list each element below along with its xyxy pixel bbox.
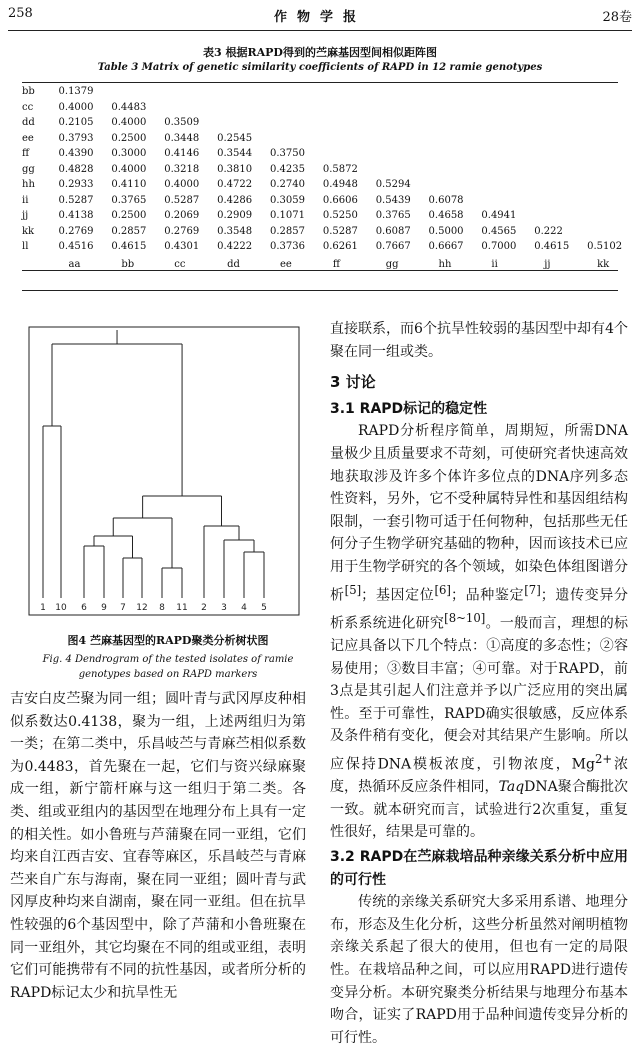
- table-cell: [481, 100, 534, 116]
- table-cell: 0.4516: [58, 241, 94, 253]
- table-cell: 0.2500: [111, 132, 147, 144]
- table-cell: 0.5439: [375, 194, 411, 206]
- table-cell: 0.2105: [58, 117, 94, 129]
- table-cell: 0.4941: [481, 210, 517, 222]
- table-row: [22, 146, 640, 162]
- column-label: ii: [491, 258, 498, 270]
- table-cell: 0.4948: [322, 179, 358, 191]
- table-cell: 0.4222: [217, 241, 253, 253]
- table-row: [22, 100, 640, 116]
- page-number: 258: [8, 6, 33, 21]
- left-column-text: [10, 688, 306, 1004]
- table-cell: [270, 100, 323, 116]
- column-label: hh: [438, 258, 452, 270]
- reference-7: [7]: [524, 582, 541, 597]
- table-cell: 0.2545: [217, 132, 253, 144]
- table-cell: 0.4000: [58, 101, 94, 113]
- dendrogram-leaf-labels: [40, 603, 267, 613]
- table-cell: [534, 84, 587, 100]
- table-cell: 0.5287: [58, 194, 94, 206]
- table-cell: [376, 131, 429, 147]
- table-cell: 0.5102: [587, 241, 623, 253]
- reference-5: [5]: [344, 582, 362, 597]
- table-cell: 0.3448: [164, 132, 200, 144]
- text-run: ；遗传变异分析系系统进化研究: [330, 587, 629, 632]
- table-cell: [376, 162, 429, 178]
- table-cell: [429, 100, 482, 116]
- superscript-2plus: 2+: [594, 752, 613, 766]
- table-cell: [323, 100, 376, 116]
- table-cell: [587, 162, 640, 178]
- table-cell: 0.3218: [164, 163, 200, 175]
- table-row: [22, 239, 640, 255]
- table-cell: [587, 224, 640, 240]
- column-label: jj: [544, 258, 551, 270]
- column-label: bb: [121, 258, 135, 270]
- table-cell: [481, 131, 534, 147]
- table-bottom-rule-2: [22, 290, 618, 291]
- table-cell: 0.3765: [375, 210, 411, 222]
- table-cell: [376, 100, 429, 116]
- table-cell: 0.2069: [164, 210, 200, 222]
- column-label: ff: [332, 258, 340, 270]
- table-cell: 0.6078: [428, 194, 464, 206]
- table-cell: 0.2740: [269, 179, 305, 191]
- table-caption-en: Table 3 Matrix of genetic similarity coefficients of RAPD in 12 ramie genotypes: [97, 62, 543, 73]
- table-cell: 0.2769: [164, 225, 200, 237]
- table-cell: 0.4235: [269, 163, 305, 175]
- table-cell: [481, 84, 534, 100]
- row-label: ll: [22, 241, 29, 253]
- table-caption-cn: 表3 根据RAPD得到的苎麻基因型间相似距阵图: [203, 46, 437, 59]
- table-cell: 0.3544: [217, 148, 253, 160]
- table-cell: [270, 84, 323, 100]
- column-label: cc: [174, 258, 186, 270]
- table-cell: [587, 193, 640, 209]
- taq-italic: Taq: [498, 779, 525, 796]
- table-cell: 0.5287: [322, 225, 358, 237]
- table-cell: 0.4000: [111, 163, 147, 175]
- table-cell: 0.2909: [217, 210, 253, 222]
- table-cell: [429, 162, 482, 178]
- figure-caption-en-line2: genotypes based on RAPD markers: [78, 669, 258, 680]
- table-cell: 0.3750: [269, 148, 305, 160]
- leaf-label: 11: [176, 603, 188, 613]
- row-label: kk: [22, 225, 35, 237]
- subsection-heading-3-1: 3.1 RAPD标记的稳定性: [330, 400, 488, 417]
- table-cell: [534, 177, 587, 193]
- row-label: gg: [22, 163, 35, 175]
- table-cell: 0.3810: [217, 163, 253, 175]
- table-cell: [429, 131, 482, 147]
- section-heading-discussion: 3 讨论: [330, 373, 376, 392]
- table-cell: [429, 146, 482, 162]
- table-cell: 0.3736: [269, 241, 305, 253]
- dendrogram-branches: [29, 327, 299, 615]
- table-cell: [429, 115, 482, 131]
- table-cell: [534, 208, 587, 224]
- table-cell: [481, 162, 534, 178]
- table-row: [22, 115, 640, 131]
- table-cell: 0.4000: [164, 179, 200, 191]
- table-cell: 0.2933: [58, 179, 94, 191]
- subsection-heading-3-2: 3.2 RAPD在苎麻栽培品种亲缘关系分析中应用的可行性: [330, 849, 628, 888]
- leaf-label: 4: [241, 603, 247, 613]
- text-run: ；基因定位: [361, 587, 435, 604]
- table-cell: 0.2769: [58, 225, 94, 237]
- table-cell: [429, 84, 482, 100]
- column-label: aa: [68, 258, 81, 270]
- header-rule: [8, 30, 632, 31]
- text-run: RAPD分析程序简单，周期短，所需DNA量极少且质量要求不苛刻，可使研究者快速高效地获取涉及许多个体许多位点的DNA序列多态性资料，另外，它不受种属特异性和基因组结构限制，一套引物可适于任何物种，包括那些无任何分子生物学研究基础的物种，因而该技术已应用于生物学研究的各个领域，如染色体组图谱分析: [330, 423, 628, 604]
- column-label: gg: [385, 258, 399, 270]
- column-label: dd: [227, 258, 240, 270]
- leaf-label: 5: [261, 603, 267, 613]
- table-cell: 0.5250: [322, 210, 358, 222]
- table-row: [22, 177, 640, 193]
- table-cell: 0.6606: [322, 194, 358, 206]
- table-cell: 0.4301: [164, 241, 200, 253]
- table-cell: 0.3793: [58, 132, 94, 144]
- table-cell: 0.3548: [217, 225, 253, 237]
- table-cell: [587, 115, 640, 131]
- table-cell: 0.5294: [375, 179, 411, 191]
- leaf-label: 7: [120, 603, 126, 613]
- dendrogram-figure: [28, 326, 300, 616]
- table-cell: [164, 100, 217, 116]
- table-cell: [481, 146, 534, 162]
- table-cell: 0.6087: [375, 225, 411, 237]
- table-row: [22, 162, 640, 178]
- table-cell: 0.7000: [481, 241, 517, 253]
- leaf-label: 12: [136, 603, 148, 613]
- column-label: kk: [597, 258, 610, 270]
- row-label: ii: [22, 194, 29, 206]
- table-cell: [270, 115, 323, 131]
- table-cell: [217, 115, 270, 131]
- figure-frame: [29, 327, 299, 615]
- table-cell: 0.6667: [428, 241, 464, 253]
- table-cell: [587, 100, 640, 116]
- table-bottom-rule-1: [22, 270, 618, 271]
- table-cell: 0.4110: [111, 179, 147, 191]
- table-row: [22, 131, 640, 147]
- table-cell: [587, 177, 640, 193]
- figure-caption-en: [28, 652, 308, 682]
- leaf-label: 3: [221, 603, 227, 613]
- reference-8-10: [8~10]: [444, 610, 486, 625]
- table-cell: 0.5872: [322, 163, 358, 175]
- table-cell: [376, 146, 429, 162]
- running-header: [8, 6, 632, 30]
- leaf-label: 9: [101, 603, 107, 613]
- table-row: [22, 84, 640, 100]
- table-cell: 0.4828: [58, 163, 94, 175]
- leaf-label: 10: [55, 603, 67, 613]
- table-cell: 0.4000: [111, 117, 147, 129]
- table-cell: [429, 177, 482, 193]
- table-cell: [217, 100, 270, 116]
- left-paragraph: 吉安白皮苎聚为同一组；圆叶青与武冈厚皮种相似系数达0.4138，聚为一组，上述两组归为第一类；在第二类中，乐昌岐苎与青麻苎相似系数为0.4483，首先聚在一起，它们与资兴绿麻聚成一组，新宁箭杆麻与这一组归于第二类。各类、组或亚组内的基因型在地理分布上具有一定的相关性。如小鲁班与芦蒲聚在同一亚组，它们均来自江西吉安、宜春等麻区，乐昌岐苎与青麻苎来自广东与海南，聚在同一亚组；圆叶青与武冈厚皮种均来自湖南，聚在同一亚组。但在抗旱性较强的6个基因型中，除了芦蒲和小鲁班聚在同一亚组外，其它均聚在不同的组或亚组，表明它们可能携带有不同的抗性基因，或者所分析的RAPD标记太少和抗旱性无: [10, 691, 306, 1001]
- table-cell: 0.1071: [269, 210, 305, 222]
- table-cell: 0.5287: [164, 194, 200, 206]
- table-cell: [534, 115, 587, 131]
- leaf-label: 2: [201, 603, 207, 613]
- table-cell: 0.4658: [428, 210, 464, 222]
- table-cell: 0.6261: [322, 241, 358, 253]
- figure-caption-cn: 图4 苎麻基因型的RAPD聚类分析树状图: [67, 634, 269, 647]
- table-cell: [270, 131, 323, 147]
- row-label: cc: [22, 101, 34, 113]
- table-cell: [111, 84, 164, 100]
- table-cell: [323, 131, 376, 147]
- table-cell: [323, 115, 376, 131]
- column-label: ee: [279, 258, 292, 270]
- similarity-matrix-table: [22, 84, 640, 272]
- table-top-rule: [22, 82, 618, 83]
- table-cell: [534, 193, 587, 209]
- table-cell: [481, 115, 534, 131]
- paragraph-rapd-feasibility: 传统的亲缘关系研究大多采用系谱、地理分布，形态及生化分析，这些分析虽然对阐明植物亲缘关系起了很大的使用，但也有一定的局限性。在栽培品种之间，可以应用RAPD进行遗传变异分析。本研究聚类分析结果与地理分布基本吻合，证实了RAPD用于品种间遗传变异分析的可行性。: [330, 894, 628, 1046]
- row-label: jj: [22, 210, 29, 222]
- table-cell: 0.4286: [217, 194, 253, 206]
- table-row: [22, 224, 640, 240]
- text-run: ；品种鉴定: [450, 587, 525, 604]
- volume-label: 28卷: [602, 10, 632, 25]
- table-cell: [323, 84, 376, 100]
- reference-6: [6]: [434, 582, 451, 597]
- table-cell: 0.3000: [111, 148, 147, 160]
- table-cell: [534, 131, 587, 147]
- table-cell: 0.4138: [58, 210, 94, 222]
- table-cell: 0.3509: [164, 117, 200, 129]
- right-column-text: [330, 318, 628, 1049]
- table-cell: [534, 100, 587, 116]
- table-cell: [587, 84, 640, 100]
- leaf-label: 1: [40, 603, 46, 613]
- leaf-label: 6: [81, 603, 87, 613]
- row-label: ff: [22, 148, 30, 160]
- table-row: [22, 208, 640, 224]
- table-cell: 0.4565: [481, 225, 517, 237]
- table-cell: 0.5000: [428, 225, 464, 237]
- table-cell: 0.7667: [375, 241, 411, 253]
- row-label: bb: [22, 86, 35, 98]
- table-cell: 0.2500: [111, 210, 147, 222]
- table-cell: 0.4615: [111, 241, 147, 253]
- table-cell: [587, 208, 640, 224]
- table-cell: 0.1379: [58, 86, 94, 98]
- table-cell: 0.3765: [111, 194, 147, 206]
- table-cell: 0.2857: [269, 225, 305, 237]
- paragraph-rapd-stability: [330, 420, 628, 844]
- row-label: dd: [22, 117, 35, 129]
- leaf-label: 8: [159, 603, 165, 613]
- table-cell: [376, 115, 429, 131]
- table-cell: [481, 193, 534, 209]
- table-cell: 0.222: [534, 225, 563, 237]
- table-cell: [481, 177, 534, 193]
- figure-caption-en-line1: Fig. 4 Dendrogram of the tested isolates of ramie: [42, 654, 294, 665]
- right-paragraph-continued: 直接联系，而6个抗旱性较弱的基因型中却有4个聚在同一组或类。: [330, 321, 628, 360]
- journal-title: 作物学报: [273, 10, 366, 25]
- table-cell: 0.2857: [111, 225, 147, 237]
- table-cell: [534, 146, 587, 162]
- table-cell: [217, 84, 270, 100]
- table-cell: 0.4615: [534, 241, 570, 253]
- row-label: ee: [22, 132, 34, 144]
- text-run: DNA聚合酶批次一致。就本研究而言，试验进行2次重复，重复性很好，结果是可靠的。: [330, 779, 629, 841]
- text-run: 浓度，热循环反应条件相同，: [330, 756, 629, 796]
- table-cell: [376, 84, 429, 100]
- table-cell: [587, 146, 640, 162]
- table-cell: [534, 162, 587, 178]
- table-cell: 0.3059: [269, 194, 305, 206]
- table-cell: 0.4146: [164, 148, 200, 160]
- table-cell: 0.4722: [217, 179, 253, 191]
- table-row: [22, 193, 640, 209]
- table-cell: 0.4390: [58, 148, 94, 160]
- text-run: 。一般而言，理想的标记应具备以下几个特点：①高度的多态性；②容易使用；③数目丰富；④可靠。对于RAPD，前3点是其引起人们注意并予以广泛应用的突出属性。至于可靠性，RAPD确实很敏感，反应体系及条件稍有变化，便会对其结果产生影响。所以应保持DNA模板浓度，引物浓度，Mg: [330, 615, 629, 773]
- table-cell: [164, 84, 217, 100]
- table-cell: [587, 131, 640, 147]
- row-label: hh: [22, 179, 35, 191]
- table-cell: 0.4483: [111, 101, 147, 113]
- table-cell: [323, 146, 376, 162]
